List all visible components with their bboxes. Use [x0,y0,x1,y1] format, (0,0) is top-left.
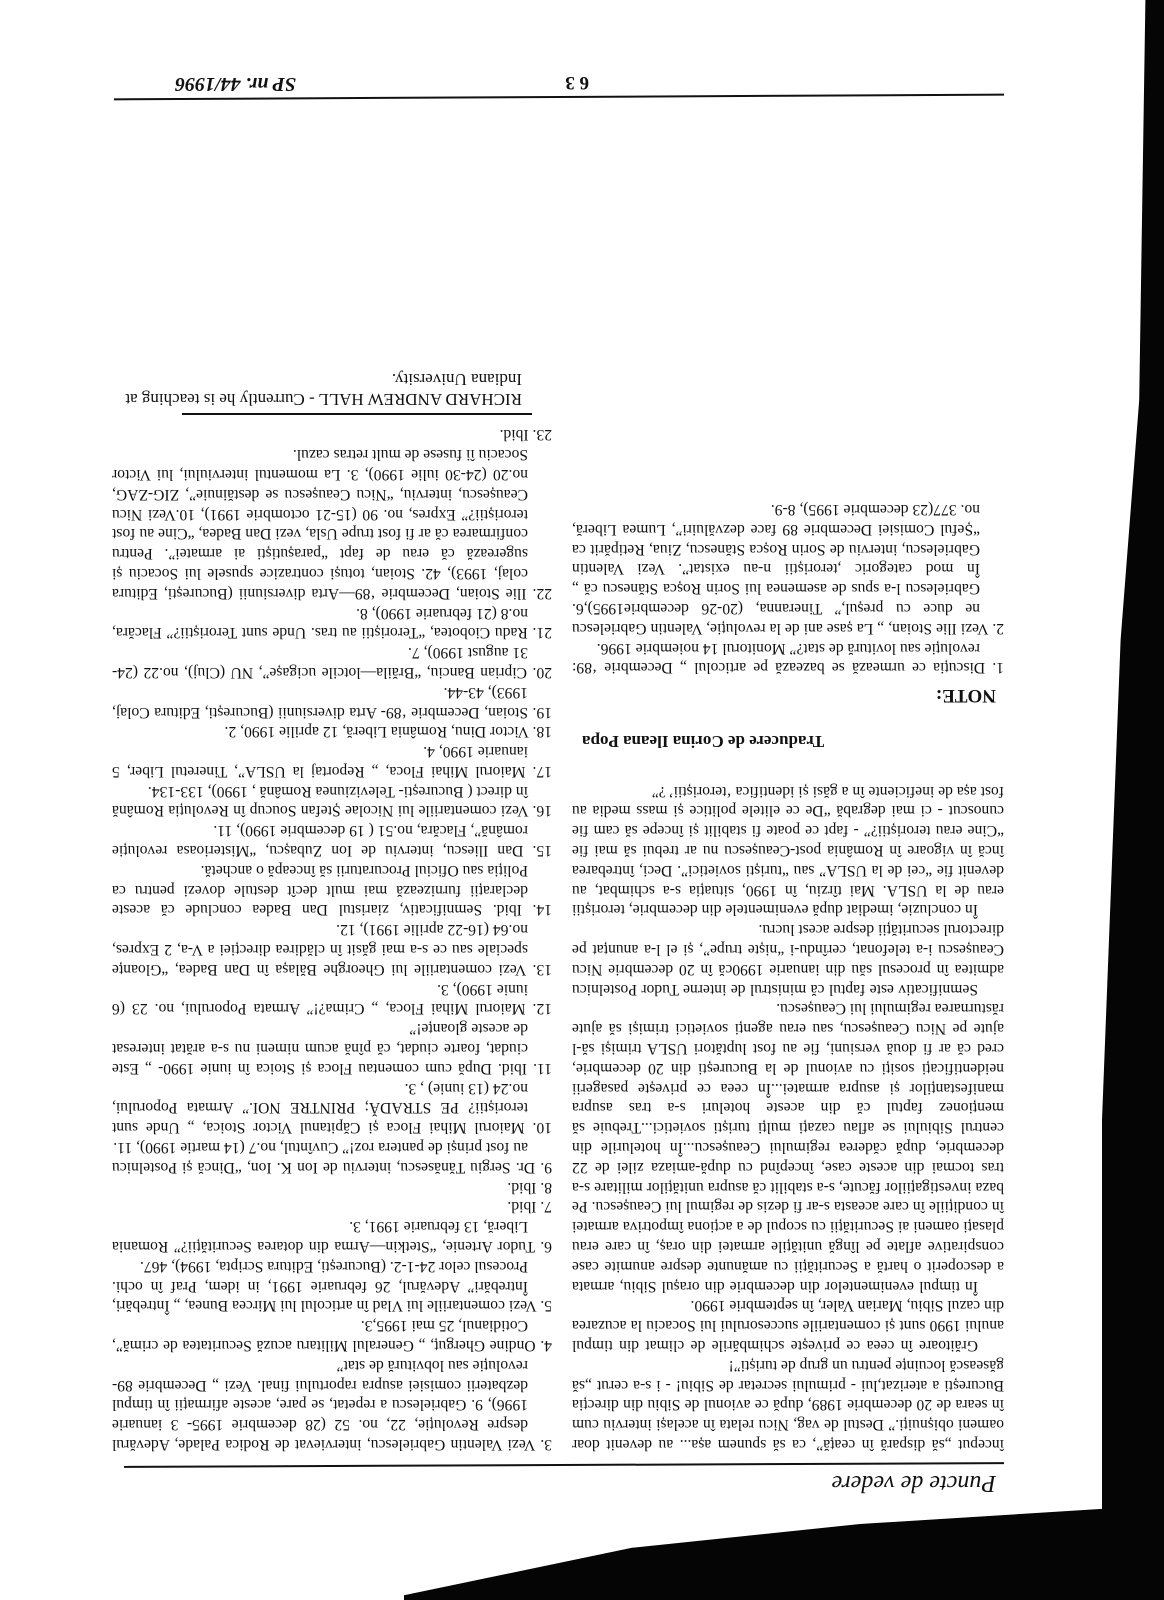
note-item: 11. Ibid. După cum comentau Floca și Stoica în iunie 1990- „ Este ciudat, foarte ciudat, că pînă acum nimeni nu s-a arătat interesat de aceste gloanțe!” [112,1020,552,1077]
note-item: 2. Vezi Ilie Stoian, „ La șase ani de la revoluție, Valentin Gabrielescu ne duce cu preșul,” Tineranna, (20-26 decembrie1995),6. Gabrielescu l-a spus de asemenea lui Sorin Roșca Stănescu că „ În mod categoric ,teroriștii n-au existat”. Vezi Valentin Gabrielescu, interviu de Sorin Roșca Stănescu, Ziua, Retipărit ca “Șeful Comisiei Decembrie 89 face dezvăluiri”, Lumea Liberă, no. 377(23 decembrie 1995), 8-9. [572,500,1004,637]
notes-column [112,369,552,1454]
article-paragraph: început „să dispară în ceață”, ca să spunem așa... au devenit doar oameni obișnuiți.” Destul de vag, Nicu relata în același interviu cum în seara de 20 decembrie 1989, după ce avionul de Sibiu din direcția București a aterizat,lui - primului secretar de Sibiu! - i s-a cerut „să găsească locuințe pentru un grup de turiști”! [572,1356,1004,1453]
note-item: 17. Maiorul Mihai Floca, „ Reportaj la USLA”, Tineretul Liber, 5 ianuarie 1990, 4. [112,743,552,780]
note-item: 3. Vezi Valentin Gabrielescu, intervievat de Rodica Palade, Adevărul despre Revoluție, 22, no. 52 (28 decembrie 1995- 3 ianuarie 1996), 9. Gabrielescu a repetat, se pare, aceste afirmații în timpul dezbaterii comisiei asupra raportului final. Vezi „ Decembrie 89- revoluție sau lobvitură de stat” [112,1356,552,1453]
note-item: 19. Stoian, Decembrie ‘89- Arta diversiunii (București, Editura Colaj, 1993), 43-44. [112,683,552,721]
article-paragraph: Grăitoare în ceea ce privește schimbările de climat din timpul anului 1990 sunt și comentariile succesorului lui Socaciu la acuzarea din cazul Sibiu, Marian Valer, în septembrie 1990. [572,1297,1004,1355]
issue-label: SP nr. 44/1996 [175,73,296,95]
note-item: 22. Ilie Stoian, Decembrie ‘89—Arta diversiunii (București, Editura colaj, 1993), 42. Stoian, totuși contrazice spusele lui Socaciu și sugerează că erau de fapt “parașutiști ai armatei”. Pentru confirmarea că ar fi fost trupe Usla, vezi Dan Badea, “Cine au fost teroriștii?” Expres, no. 90 (15-21 octombrie 1991), 10.Vezi Nicu Ceaușescu, interviu, “Nicu Ceaușescu se destăinuie”, ZIG-ZAG, no.20 (24-30 iulie 1990), 3. La momentul interviului, lui Victor Socaciu îi fusese de mult retras cazul. [112,446,552,602]
bio-rule [182,413,532,415]
note-item: 23. Ibid. [499,426,552,444]
note-item: 6. Tudor Artenie, “Stetkin—Arma din dotarea Securității?” Romania Liberă, 13 februarie 1991, 3. [112,1218,552,1256]
note-item: 1. Discuția ce urmează se bazează pe articolul „ Decembrie ‘89: revoluție sau lovitură de stat?” Monitorul 14 noiembrie 1996. [572,639,1004,677]
note-item: 12. Maiorul Mihai Floca, „ Crima?!” Armata Poporului, no. 23 (6 iunie 1990), 3. [112,980,552,1018]
page-number: 6 3 [565,72,589,93]
note-item: 8. Ibid. [507,1178,552,1196]
translator-credit: Traducere de Corina Ileana Popa [582,731,825,751]
note-item: 7. Ibid. [507,1198,552,1216]
note-item: 4. Ondine Gherguț, „ Generalul Militaru acuză Securitatea de crimă”, Cotidianul, 25 mai 1995,3. [112,1317,552,1355]
article-paragraph: Semnificativ este faptul că ministrul de interne Tudor Postelnicu admitea în procesul său din ianuarie 1990că în 20 decembrie Nicu Ceaușescu i-a telefonat, cerîndu-i “niște trupe”, și el l-a anunțat pe directorul securității despre acest lucru. [572,921,1004,998]
note-item: 10. Maiorul Mihai Floca și Căpitanul Victor Stoica, „ Unde sunt teroriștii? PE STRADĂ; PRINTRE NOI.” Armata Poporului, no.24 (13 iunie) , 3. [112,1079,552,1137]
note-item: 5. Vezi comentariile lui Vlad în articolul lui Mircea Bunea, „ Întrebări, Întrebări” Adevărul, 26 februarie 1991, in idem, Praf în ochi. Procesul celor 24-1-2. (București, Editura Scripta, 1994), 467. [112,1257,552,1315]
section-title: Puncte de vedere [831,1470,996,1496]
article-column [572,499,1004,1454]
note-item: 16. Vezi comentariile lui Nicolae Ștefan Soucup în Revoluția Română în direct ( București- Televiziunea Română , 1990), 133-134. [112,782,552,820]
note-item: 13. Vezi comentariile lui Gheorghe Bălașa în Dan Badea, “Gloanțe speciale sau ce s-a mai găsit în clădirea direcției a V-a, 2 Expres, no.64 (16-22 aprilie 1991), 12. [112,921,552,978]
article-paragraph: În concluzie, imediat după evenimentele din decembrie, teroriștii erau de la USLA. Mai tîrziu, în 1990, situația s-a schimbat, au devenit fie “cei de la USLA” sau “turiști sovietici”. Deci, întrebarea încă în vigoare în România post-Ceaușescu nu ar trebui să mai fie “Cine erau teroriștii?” - fapt ce poate fi stabilit și începe să cam fie cunoscut - ci mai degrabă “De ce elitele politice și mass media au fost așa de ineficiente în a găsi și identifica ‘teroriștii’ ?” [572,782,1004,919]
note-item: 14. Ibid. Semnificativ, ziaristul Dan Badea conclude că aceste declarații furnizează mai mult decît destule dovezi pentru ca Poliția sau Oficiul Procuraturii să înceapă o anchetă. [112,861,552,919]
article-paragraph: În timpul evenimentelor din decembrie din orașul Sibiu, armata a descoperit o hartă a Securității cu amănunte despre anumite case conspirative aflate pe lîngă unitățile armatei din oraș, în care erau plasați oameni ai Securității cu scopul de a acționa împotriva armatei în condițiile în care aceasta s-ar fi dezis de regimul lui Ceaușescu. Pe baza investigațiilor făcute, s-a stabilit că asupra unităților militare s-a tras tocmai din aceste case, începînd cu după-amiaza zilei de 22 decembrie, după căderea regimului Ceaușescu...În hotelurile din centrul Sibiului se aflau cazați mulți turiști sovietici...Trebuie să menționez faptul că din aceste hoteluri s-a tras asupra manifestanților și asupra armatei...În ceea ce privește pasagerii neidentificați sosiți cu avionul de la București din 20 decembrie, cred că ar fi două versiuni, fie au fost luptători USLA trimiși să-l ajute pe Nicu Ceaușescu, sau erau agenți sovietici trimiși să ajute răsturnarea regimului lui Ceaușescu. [572,1000,1004,1295]
note-item: 9. Dr. Sergiu Tănăsescu, interviu de Ion K. Ion, “Dincă și Postelnicu au fost prinși de pantera roz!” Cuvîntul, no.7 (14 martie 1990), 11. [112,1139,552,1176]
header-rule [124,1462,1004,1468]
author-bio: RICHARD ANDREW HALL - Currently he is teaching at Indiana University. [125,369,522,409]
note-item: 15. Dan Iliescu, interviu de Ion Zubașcu, “Misterioasa revoluție română”, Flacăra, no.51 ( 19 decembrie 1990), 11. [112,822,552,860]
note-item: 20. Ciprian Banciu, “Brăila—lotcile ucigașe”, NU (Cluj), no.22 (24-31 august 1990), 7. [112,644,552,681]
scan-border-left [1102,0,1164,1600]
note-item: 18. Victor Dinu, România Liberă, 12 aprilie 1990, 2. [224,723,552,741]
scan-border-top [404,1505,1164,1600]
notes-heading: NOTE: [935,685,996,707]
note-item: 21. Radu Ciobotea, “Teroriștii au tras. Unde sunt Teroriștii?” Flacăra, no.8 (21 februarie 1990), 8. [112,604,552,642]
